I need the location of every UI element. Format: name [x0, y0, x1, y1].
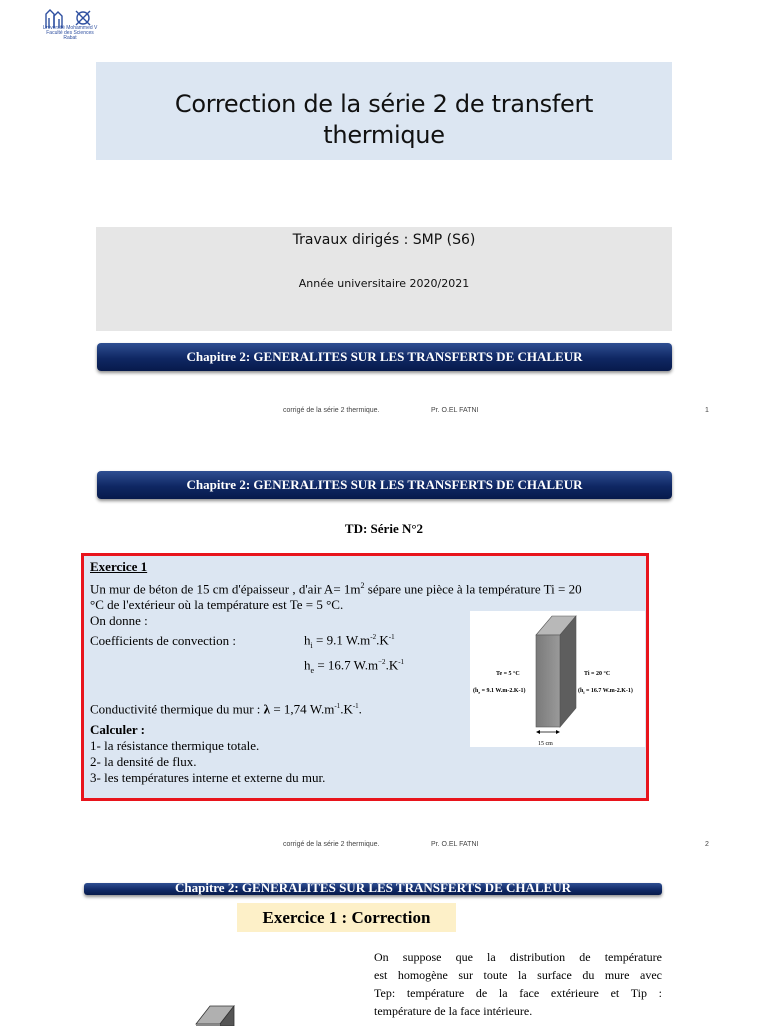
hi-value: = 9.1 W.m — [312, 632, 371, 648]
academic-year: Année universitaire 2020/2021 — [298, 277, 470, 290]
conductivity-label: Conductivité thermique du mur : — [90, 701, 264, 717]
hi-sub: i — [310, 641, 313, 651]
cond-exp-2: -1 — [352, 702, 359, 711]
intro-1-sup: 2 — [360, 581, 365, 590]
coef-label: Coefficients de convection : — [90, 632, 236, 648]
correction-title: Exercice 1 : Correction — [237, 903, 456, 932]
hi-symbol: h — [304, 632, 311, 648]
lambda-symbol: λ — [263, 701, 271, 717]
te-label: Te = 5 °C — [496, 671, 520, 677]
hi-label — [578, 683, 633, 701]
page-number-2: 2 — [705, 841, 709, 848]
on-donne: On donne : — [90, 613, 148, 629]
question-3: 3- les températures interne et externe du mur. — [90, 769, 326, 785]
he-symbol: h — [304, 657, 311, 673]
title-banner — [96, 62, 672, 160]
correction-line-4: température de la face intérieure. — [374, 1004, 533, 1018]
cond-unit: .K — [340, 701, 353, 717]
title-line-1: Correction de la série 2 de transfert — [174, 90, 594, 118]
exercise-box — [81, 553, 649, 801]
thickness-label: 15 cm — [538, 741, 553, 747]
serie-heading: TD: Série N°2 — [344, 521, 424, 536]
course-info-box — [96, 227, 672, 331]
logo-line-3: Rabat — [63, 35, 77, 41]
footer-author-2: Pr. O.EL FATNI — [431, 841, 479, 848]
correction-line-1: On suppose que la distribution de température — [374, 950, 662, 964]
course-title: Travaux dirigés : SMP (S6) — [292, 232, 476, 248]
footer-left-1: corrigé de la série 2 thermique. — [283, 407, 380, 414]
wall-figure — [470, 611, 645, 747]
exercise-intro-1 — [90, 578, 645, 597]
logo-line-2: Faculté des Sciences — [46, 30, 94, 36]
cond-end: . — [358, 701, 362, 717]
chapter-banner-1: Chapitre 2: GENERALITES SUR LES TRANSFERTS DE CHALEUR — [97, 343, 672, 371]
footer-left-2: corrigé de la série 2 thermique. — [283, 841, 380, 848]
page-title — [96, 89, 672, 151]
he-label — [473, 683, 526, 701]
he-label-start: (h — [473, 688, 479, 694]
he-label-sub: e — [478, 690, 481, 696]
hi-exp-2: -1 — [388, 633, 395, 642]
calculer-label: Calculer : — [90, 721, 145, 737]
correction-line-2: est homogène sur toute la surface du mure avec — [374, 968, 662, 982]
page-number-1: 1 — [705, 407, 709, 414]
chapter-banner-2: Chapitre 2: GENERALITES SUR LES TRANSFERTS DE CHALEUR — [97, 471, 672, 499]
hi-label-end: = 16.7 W.m-2.K-1) — [584, 688, 633, 694]
he-value: = 16.7 W.m — [314, 657, 379, 673]
exercise-title: Exercice 1 — [90, 559, 148, 574]
question-1: 1- la résistance thermique totale. — [90, 737, 260, 753]
chapter-banner-3: Chapitre 2: GENERALITES SUR LES TRANSFERTS DE CHALEUR — [84, 883, 662, 895]
question-2: 2- la densité de flux. — [90, 753, 197, 769]
conductivity-value: = 1,74 W.m — [270, 701, 335, 717]
hi-label-sub: i — [583, 690, 585, 696]
intro-1-text: Un mur de béton de 15 cm d'épaisseur , d'air A= 1m — [90, 581, 361, 597]
correction-line-3: Tep: température de la face extérieure et Tip : — [374, 986, 662, 1000]
exercise-intro-2: °C de l'extérieur où la température est Te = 5 °C. — [90, 597, 344, 613]
wall-block-figure — [188, 1002, 248, 1026]
hi-exp-1: -2 — [370, 633, 377, 642]
footer-author-1: Pr. O.EL FATNI — [431, 407, 479, 414]
cond-exp-1: -1 — [334, 702, 341, 711]
correction-paragraph — [374, 948, 662, 1020]
exercise-content — [90, 559, 645, 786]
hi-label-start: (h — [578, 688, 584, 694]
he-unit: .K — [385, 657, 399, 673]
he-label-end: = 9.1 W.m-2.K-1) — [480, 688, 526, 694]
he-exp-2: -1 — [398, 658, 405, 667]
logo-line-1: Université Mohammed V — [42, 25, 98, 31]
title-line-2: thermique — [323, 121, 445, 149]
ti-label: Ti = 20 °C — [584, 671, 611, 677]
intro-1-end: sépare une pièce à la température Ti = 20 — [364, 581, 582, 597]
he-exp-1: −2 — [378, 658, 386, 667]
hi-unit: .K — [376, 632, 389, 648]
logo-caption — [30, 26, 110, 41]
he-sub: e — [310, 666, 315, 676]
